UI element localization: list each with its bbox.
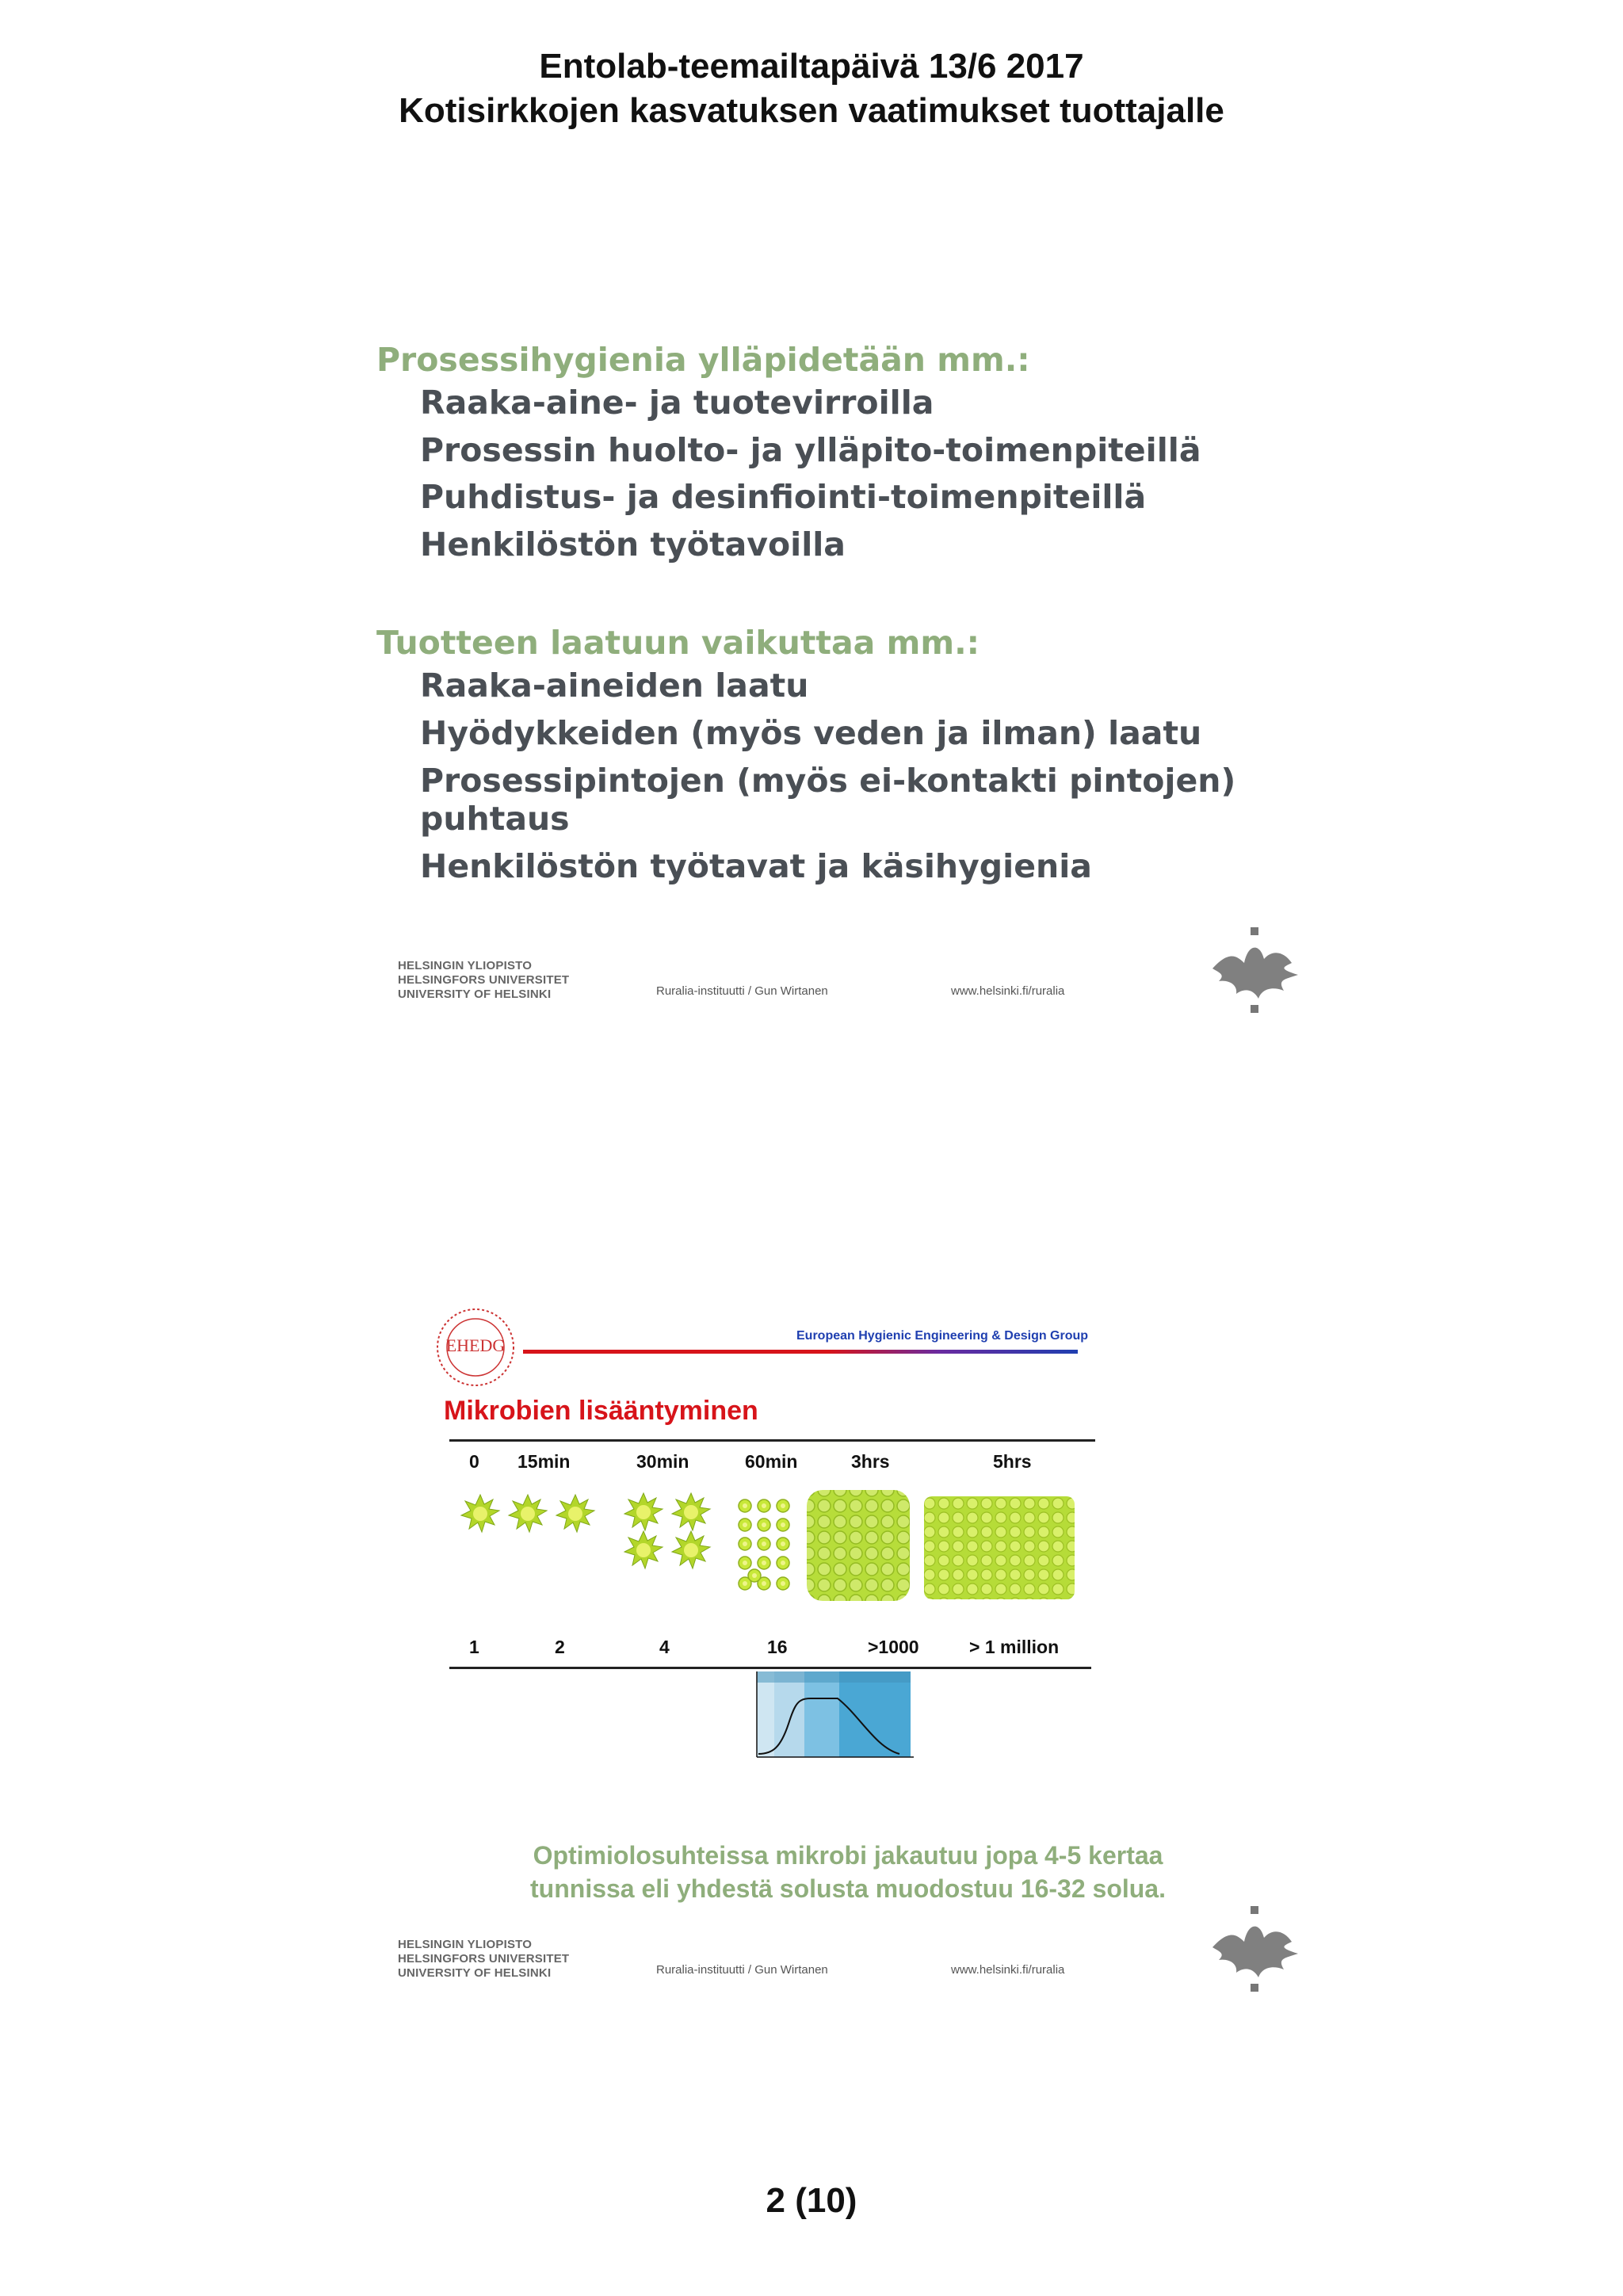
ehedg-logo-text: EHEDG xyxy=(445,1335,506,1355)
growth-curve-chart xyxy=(741,1668,919,1763)
ehedg-logo-icon xyxy=(432,1304,519,1391)
footer-institute: Ruralia-instituutti / Gun Wirtanen xyxy=(656,1963,828,1977)
helsinki-logo-icon xyxy=(1205,1906,1308,1993)
count-label: >1000 xyxy=(868,1637,919,1657)
slide1-item: Prosessipintojen (myös ei-kontakti pintojen) xyxy=(420,762,1236,800)
time-label: 3hrs xyxy=(851,1451,890,1472)
slide1-item: Hyödykkeiden (myös veden ja ilman) laatu xyxy=(420,714,1202,752)
count-label: > 1 million xyxy=(969,1637,1060,1657)
slide-microbe-growth xyxy=(372,1288,1323,2001)
timeline-top-line xyxy=(449,1439,1095,1442)
footer-institute: Ruralia-instituutti / Gun Wirtanen xyxy=(656,984,828,998)
university-line: HELSINGFORS UNIVERSITET xyxy=(398,973,570,987)
slide1-item: puhtaus xyxy=(420,800,570,838)
time-label: 15min xyxy=(517,1451,571,1472)
time-label: 5hrs xyxy=(993,1451,1032,1472)
bacteria-illustration xyxy=(452,1482,1102,1633)
time-label: 0 xyxy=(469,1451,479,1472)
university-line: HELSINGIN YLIOPISTO xyxy=(398,1938,533,1951)
ehedg-group-name: European Hygienic Engineering & Design Group xyxy=(796,1329,1089,1343)
university-name xyxy=(398,1938,569,1981)
university-line: UNIVERSITY OF HELSINKI xyxy=(398,1966,552,1980)
university-line: HELSINGFORS UNIVERSITET xyxy=(398,1952,570,1966)
header-line-1: Entolab-teemailtapäivä 13/6 2017 xyxy=(539,47,1084,86)
slide-process-hygiene xyxy=(372,333,1323,1030)
count-label: 16 xyxy=(767,1637,788,1657)
count-label: 2 xyxy=(555,1637,565,1657)
university-name xyxy=(398,959,569,1002)
slide1-item: Raaka-aineiden laatu xyxy=(420,667,809,705)
university-line: UNIVERSITY OF HELSINKI xyxy=(398,988,552,1001)
optimum-text-line: Optimiolosuhteissa mikrobi jakautuu jopa 4-5 kertaa xyxy=(533,1841,1163,1870)
slide1-item: Henkilöstön työtavat ja käsihygienia xyxy=(420,847,1092,885)
count-label: 1 xyxy=(469,1637,479,1657)
slide1-item: Prosessin huolto- ja ylläpito-toimenpiteillä xyxy=(420,431,1201,469)
count-label: 4 xyxy=(659,1637,670,1657)
footer-url: www.helsinki.fi/ruralia xyxy=(951,984,1065,998)
page-number: 2 (10) xyxy=(766,2181,857,2220)
helsinki-logo-icon xyxy=(1205,927,1308,1014)
optimum-text-line: tunnissa eli yhdestä solusta muodostuu 16-32 solua. xyxy=(530,1874,1166,1903)
slide1-item: Raaka-aine- ja tuotevirroilla xyxy=(420,384,934,422)
document-header xyxy=(0,44,1623,133)
time-label: 60min xyxy=(745,1451,798,1472)
slide1-heading-2: Tuotteen laatuun vaikuttaa mm.: xyxy=(376,624,980,662)
slide1-item: Henkilöstön työtavoilla xyxy=(420,525,846,563)
slide1-item: Puhdistus- ja desinfiointi-toimenpiteillä xyxy=(420,478,1147,516)
header-line-2: Kotisirkkojen kasvatuksen vaatimukset tuottajalle xyxy=(399,91,1224,130)
time-label: 30min xyxy=(636,1451,689,1472)
footer-url: www.helsinki.fi/ruralia xyxy=(951,1963,1065,1977)
slide1-heading-1: Prosessihygienia ylläpidetään mm.: xyxy=(376,341,1030,379)
slide2-title: Mikrobien lisääntyminen xyxy=(444,1396,758,1426)
optimum-text xyxy=(372,1839,1323,1905)
ehedg-header-bar xyxy=(523,1350,1078,1354)
university-line: HELSINGIN YLIOPISTO xyxy=(398,959,533,972)
